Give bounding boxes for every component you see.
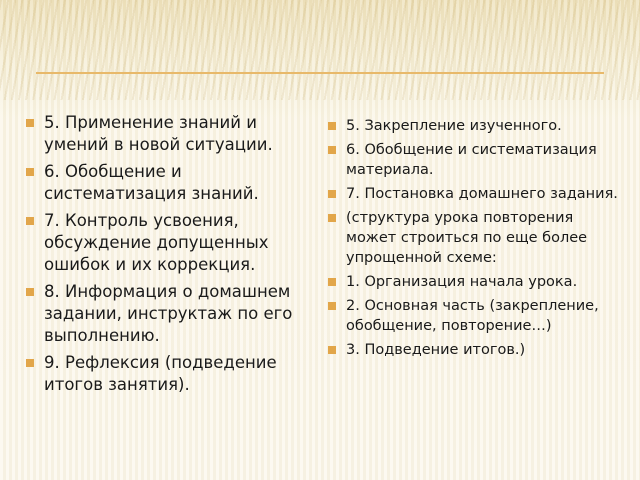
title-divider-line (36, 72, 604, 74)
square-bullet-icon (26, 288, 34, 296)
list-item-text: 7. Постановка домашнего задания. (346, 186, 618, 202)
square-bullet-icon (328, 122, 336, 130)
square-bullet-icon (328, 278, 336, 286)
left-bullet-list (26, 112, 316, 396)
square-bullet-icon (26, 217, 34, 225)
list-item-text: 1. Организация начала урока. (346, 274, 578, 290)
list-item (328, 116, 618, 136)
list-item-text: 7. Контроль усвоения, обсуждение допущенных ошибок и их коррекция. (44, 211, 269, 274)
left-content-column (26, 112, 316, 401)
list-item-text: (структура урока повторения может строиться по еще более упрощенной схеме: (346, 210, 588, 266)
list-item (26, 112, 316, 156)
list-item-text: 2. Основная часть (закрепление, обобщение, повторение…) (346, 298, 599, 334)
square-bullet-icon (26, 168, 34, 176)
square-bullet-icon (328, 346, 336, 354)
square-bullet-icon (26, 359, 34, 367)
list-item (328, 296, 618, 336)
list-item-text: 8. Информация о домашнем задании, инструктаж по его выполнению. (44, 282, 293, 345)
square-bullet-icon (328, 190, 336, 198)
decorative-top-band (0, 0, 640, 100)
list-item (26, 161, 316, 205)
list-item-text: 6. Обобщение и систематизация знаний. (44, 162, 259, 203)
list-item (328, 340, 618, 360)
square-bullet-icon (328, 302, 336, 310)
square-bullet-icon (328, 146, 336, 154)
square-bullet-icon (328, 214, 336, 222)
list-item (26, 281, 316, 347)
list-item-text: 3. Подведение итогов.) (346, 342, 526, 358)
list-item (26, 210, 316, 276)
right-bullet-list (328, 116, 618, 360)
list-item-text: 5. Закрепление изученного. (346, 118, 562, 134)
list-item-text: 6. Обобщение и систематизация материала. (346, 142, 597, 178)
list-item (328, 184, 618, 204)
list-item-text: 9. Рефлексия (подведение итогов занятия). (44, 353, 277, 394)
list-item (328, 272, 618, 292)
square-bullet-icon (26, 119, 34, 127)
list-item (26, 352, 316, 396)
list-item (328, 140, 618, 180)
right-content-column (328, 116, 618, 364)
list-item (328, 208, 618, 268)
list-item-text: 5. Применение знаний и умений в новой ситуации. (44, 113, 273, 154)
